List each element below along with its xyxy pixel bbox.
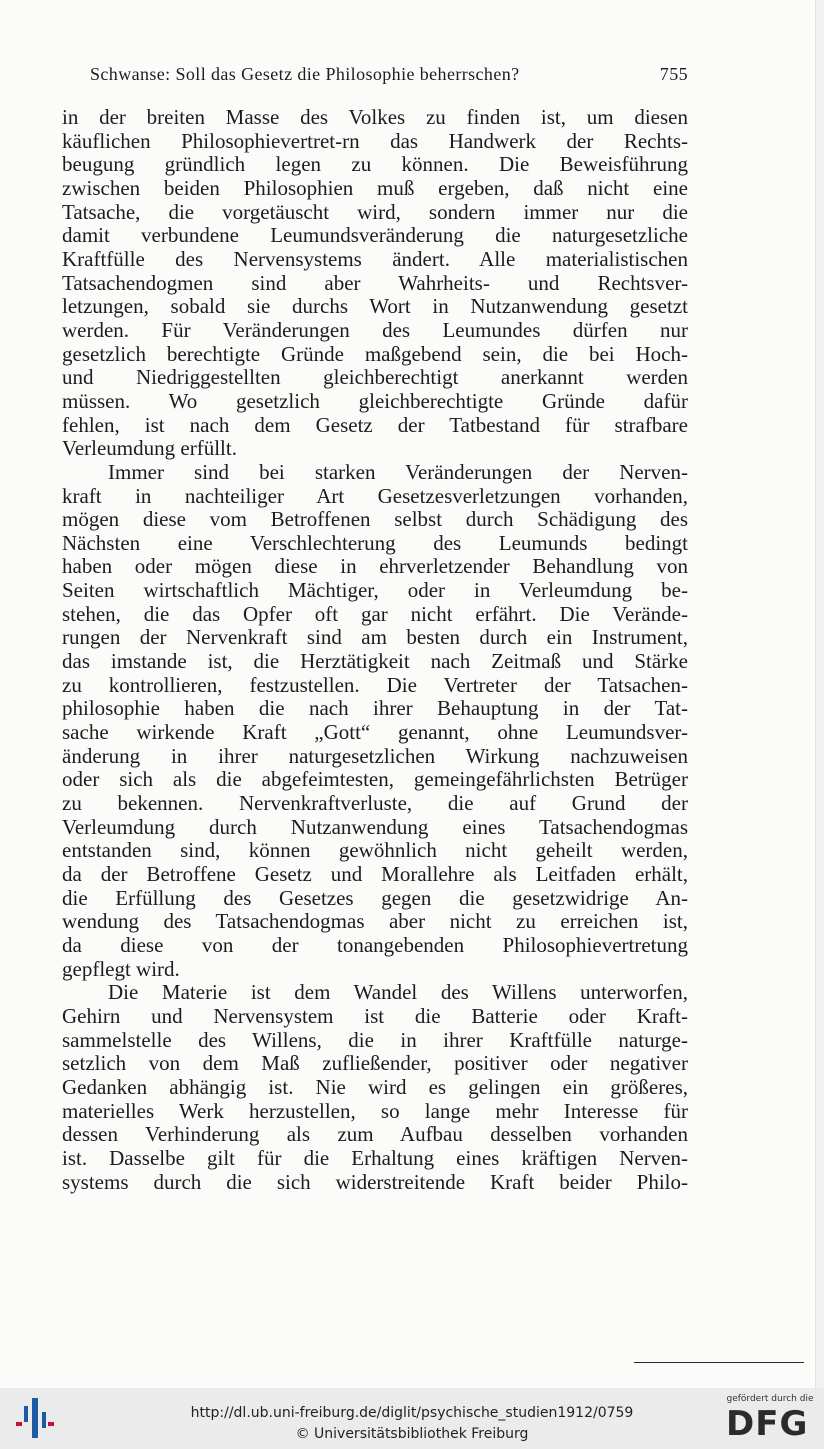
text-line: da diese von der tonangebenden Philosophievertretung <box>62 932 688 957</box>
text-line: Tatsachendogmen sind aber Wahrheits- und Rechtsver- <box>62 270 688 295</box>
text-line: mögen diese vom Betroffenen selbst durch Schädigung des <box>62 507 688 532</box>
text-line: haben oder mögen diese in ehrverletzender Behandlung von <box>62 554 688 579</box>
text-line: setzlich von dem Maß zufließender, positiver oder negativer <box>62 1051 688 1076</box>
text-line: Immer sind bei starken Veränderungen der Nerven- <box>108 459 688 484</box>
text-line: und Niedriggestellten gleichberechtigt anerkannt werden <box>62 365 688 390</box>
body-text <box>62 106 688 1194</box>
text-line: gepflegt wird. <box>62 956 180 981</box>
text-line: systems durch die sich widerstreitende Kraft beider Philo- <box>62 1169 688 1194</box>
text-line: Kraftfülle des Nervensystems ändert. Alle materialistischen <box>62 246 688 271</box>
text-line: Nächsten eine Verschlechterung des Leumunds bedingt <box>62 530 688 555</box>
text-line: sache wirkende Kraft „Gott“ genannt, ohne Leumundsver- <box>62 720 688 745</box>
text-line: rungen der Nervenkraft sind am besten durch ein Instrument, <box>62 625 688 650</box>
text-line: stehen, die das Opfer oft gar nicht erfährt. Die Verände- <box>62 601 688 626</box>
text-line: das imstande ist, die Herztätigkeit nach Zeitmaß und Stärke <box>62 649 688 674</box>
copyright-notice: © Universitätsbibliothek Freiburg <box>295 1426 529 1442</box>
text-line: werden. Für Veränderungen des Leumundes dürfen nur <box>62 317 688 342</box>
text-line: Verleumdung erfüllt. <box>62 436 237 461</box>
text-line: in der breiten Masse des Volkes zu finden ist, um diesen <box>62 105 688 129</box>
text-line: Die Materie ist dem Wandel des Willens unterworfen, <box>108 980 688 1005</box>
running-header <box>90 64 688 85</box>
dfg-logo[interactable]: DFG <box>726 1404 809 1444</box>
text-line: fehlen, ist nach dem Gesetz der Tatbestand für strafbare <box>62 412 688 437</box>
text-line: philosophie haben die nach ihrer Behauptung in der Tat- <box>62 696 688 721</box>
text-line: zwischen beiden Philosophien muß ergeben, daß nicht eine <box>62 175 688 200</box>
text-line: entstanden sind, können gewöhnlich nicht geheilt werden, <box>62 838 688 863</box>
text-line: kraft in nachteiliger Art Gesetzesverletzungen vorhanden, <box>62 483 688 508</box>
citation-url[interactable]: http://dl.ub.uni-freiburg.de/diglit/psychische_studien1912/0759 <box>190 1405 634 1421</box>
text-line: letzungen, sobald sie durchs Wort in Nutzanwendung gesetzt <box>62 294 688 319</box>
text-line: die Erfüllung des Gesetzes gegen die gesetzwidrige An- <box>62 885 688 910</box>
text-line: zu bekennen. Nervenkraftverluste, die auf Grund der <box>62 791 688 816</box>
text-line: änderung in ihrer naturgesetzlichen Wirkung nachzuweisen <box>62 743 688 768</box>
viewer-footer <box>0 1388 824 1449</box>
running-title: Schwanse: Soll das Gesetz die Philosophie beherrschen? <box>90 64 520 84</box>
text-line: Gehirn und Nervensystem ist die Batterie oder Kraft- <box>62 1003 688 1028</box>
text-line: sammelstelle des Willens, die in ihrer Kraftfülle naturge- <box>62 1027 688 1052</box>
page-number: 755 <box>659 64 688 84</box>
text-line: Seiten wirtschaftlich Mächtiger, oder in Verleumdung be- <box>62 578 688 603</box>
text-line: wendung des Tatsachendogmas aber nicht zu erreichen ist, <box>62 909 688 934</box>
text-line: Gedanken abhängig ist. Nie wird es gelingen ein größeres, <box>62 1074 688 1099</box>
text-line: beugung gründlich legen zu können. Die Beweisführung <box>62 152 688 177</box>
page-edge <box>815 0 824 1388</box>
text-line: gesetzlich berechtigte Gründe maßgebend sein, die bei Hoch- <box>62 341 688 366</box>
text-line: materielles Werk herzustellen, so lange mehr Interesse für <box>62 1098 688 1123</box>
text-line: ist. Dasselbe gilt für die Erhaltung eines kräftigen Nerven- <box>62 1145 688 1170</box>
text-line: müssen. Wo gesetzlich gleichberechtigte Gründe dafür <box>62 388 688 413</box>
text-line: oder sich als die abgefeimtesten, gemeingefährlichsten Betrüger <box>62 767 688 792</box>
text-line: Tatsache, die vorgetäuscht wird, sondern immer nur die <box>62 199 688 224</box>
footnote-rule <box>634 1362 804 1363</box>
text-line: dessen Verhinderung als zum Aufbau desselben vorhanden <box>62 1122 688 1147</box>
text-line: käuflichen Philosophievertret-rn das Handwerk der Rechts- <box>62 128 688 153</box>
text-line: zu kontrollieren, festzustellen. Die Vertreter der Tatsachen- <box>62 672 688 697</box>
text-line: Verleumdung durch Nutzanwendung eines Tatsachendogmas <box>62 814 688 839</box>
funding-note: gefördert durch die <box>726 1394 814 1404</box>
text-line: da der Betroffene Gesetz und Morallehre als Leitfaden erhält, <box>62 862 688 886</box>
text-line: damit verbundene Leumundsveränderung die naturgesetzliche <box>62 223 688 248</box>
